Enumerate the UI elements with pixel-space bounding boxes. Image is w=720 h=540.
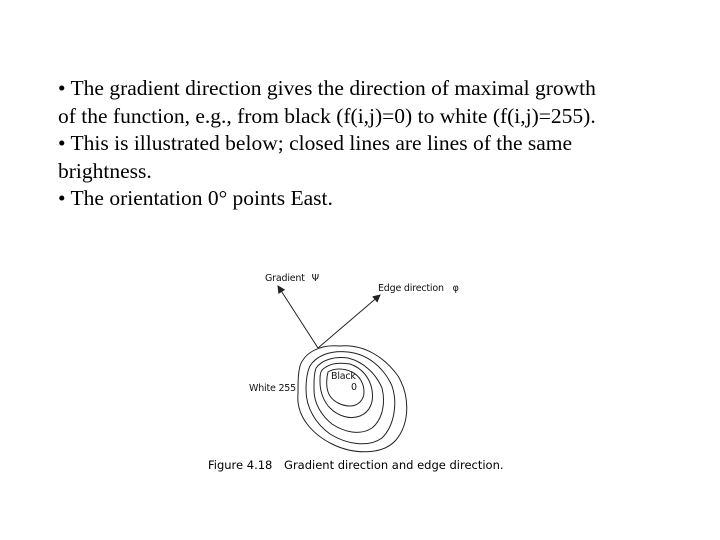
text-line: • The orientation 0° points East. bbox=[58, 186, 333, 210]
gradient-figure bbox=[200, 258, 540, 483]
edge-direction-label: Edge direction φ bbox=[378, 283, 459, 294]
gradient-arrow bbox=[278, 286, 318, 348]
figure-caption bbox=[208, 458, 504, 472]
black-value: 0 bbox=[351, 382, 357, 393]
text-line: • The gradient direction gives the direction of maximal growth bbox=[58, 76, 596, 100]
text-line: brightness. bbox=[58, 158, 152, 183]
caption-text: Gradient direction and edge direction. bbox=[284, 458, 504, 472]
contour-illustration bbox=[200, 258, 540, 483]
black-label: Black bbox=[331, 371, 356, 382]
brightness-contours bbox=[298, 346, 407, 452]
text-line: of the function, e.g., from black (f(i,j)=0) to white (f(i,j)=255). bbox=[58, 103, 596, 128]
white-label: White 255 bbox=[249, 383, 296, 394]
caption-number: Figure 4.18 bbox=[208, 458, 273, 472]
edge-direction-arrow bbox=[318, 295, 380, 348]
gradient-label: Gradient Ψ bbox=[265, 273, 319, 284]
text-line: • This is illustrated below; closed lines are lines of the same bbox=[58, 131, 573, 155]
slide-text bbox=[58, 75, 698, 213]
